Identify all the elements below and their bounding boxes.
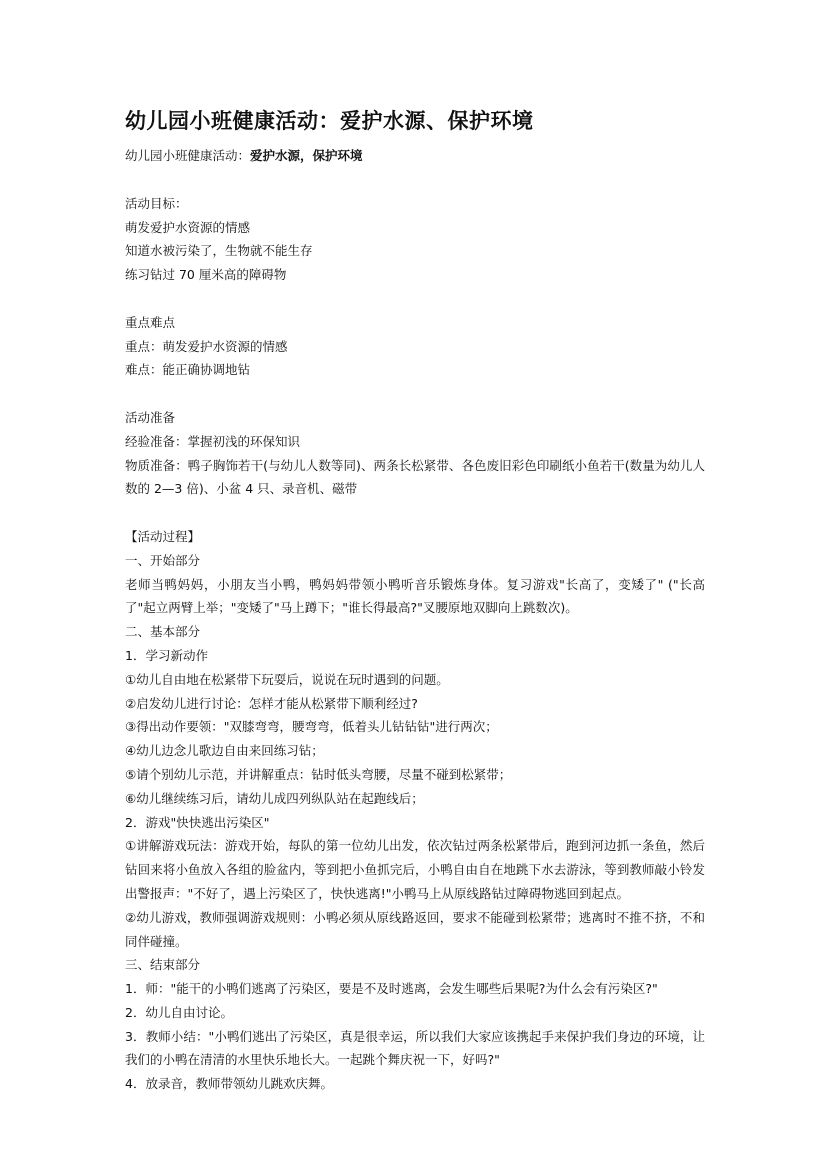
- process-line: 4．放录音，教师带领幼儿跳欢庆舞。: [125, 1076, 333, 1092]
- process-line: 3．教师小结："小鸭们逃出了污染区，真是很幸运，所以我们大家应该携起手来保护我们身边的环境，让我们的小鸭在清清的水里快乐地长大。一起跳个舞庆祝一下，好吗?": [125, 1028, 705, 1068]
- process-line: 一、开始部分: [125, 552, 201, 568]
- process-line: ①讲解游戏玩法：游戏开始，每队的第一位幼儿出发，依次钻过两条松紧带后，跑到河边抓一条鱼，然后钻回来将小鱼放入各组的脸盆内，等到把小鱼抓完后，小鸭自由自在地跳下水去游泳，等到教师敲小铃发出警报声："不好了，遇上污染区了，快快逃离!"小鸭马上从原线路钻过障碍物逃回到起点。: [125, 838, 705, 901]
- process-line: ④幼儿边念儿歌边自由来回练习钻；: [125, 743, 324, 759]
- goals-section: [125, 192, 705, 287]
- document-content: [125, 104, 705, 1096]
- goals-heading: 活动目标：: [125, 195, 188, 211]
- spacer: [125, 168, 705, 192]
- process-line: 二、基本部分: [125, 624, 201, 640]
- spacer: [125, 382, 705, 406]
- preparation-item: 经验准备：掌握初浅的环保知识: [125, 433, 301, 449]
- preparation-item: 物质准备：鸭子胸饰若干(与幼儿人数等同)、两条长松紧带、各色废旧彩色印刷纸小鱼若干(数量为幼儿人数的 2—3 倍)、小盆 4 只、录音机、磁带: [125, 457, 705, 497]
- keypoints-heading: 重点难点: [125, 314, 176, 330]
- goal-item: 知道水被污染了，生物就不能生存: [125, 243, 313, 259]
- keypoints-section: [125, 311, 705, 382]
- keypoint-item: 难点：能正确协调地钻: [125, 362, 251, 378]
- process-heading: 【活动过程】: [125, 528, 201, 544]
- process-line: 2．游戏"快快逃出污染区": [125, 814, 270, 830]
- subtitle-prefix: 幼儿园小班健康活动：: [125, 148, 251, 163]
- process-line: ③得出动作要领："双膝弯弯，腰弯弯，低着头儿钻钻钻"进行两次；: [125, 719, 498, 735]
- goal-item: 萌发爱护水资源的情感: [125, 219, 251, 235]
- spacer: [125, 501, 705, 525]
- process-line: 2．幼儿自由讨论。: [125, 1004, 233, 1020]
- preparation-heading: 活动准备: [125, 409, 176, 425]
- document-title: 幼儿园小班健康活动：爱护水源、保护环境: [125, 109, 534, 133]
- preparation-section: [125, 406, 705, 501]
- subtitle-bold: 爱护水源，保护环境: [250, 148, 363, 163]
- process-line: ⑤请个别幼儿示范，并讲解重点：钻时低头弯腰，尽量不碰到松紧带；: [125, 766, 512, 782]
- goal-item: 练习钻过 70 厘米高的障碍物: [125, 267, 287, 283]
- process-line: ⑥幼儿继续练习后，请幼儿成四列纵队站在起跑线后；: [125, 790, 424, 806]
- process-line: 1．师："能干的小鸭们逃离了污染区，要是不及时逃离，会发生哪些后果呢?为什么会有污染区?": [125, 981, 658, 997]
- spacer: [125, 287, 705, 311]
- process-line: 1．学习新动作: [125, 647, 208, 663]
- process-line: ①幼儿自由地在松紧带下玩耍后，说说在玩时遇到的问题。: [125, 671, 449, 687]
- process-line: ②启发幼儿进行讨论：怎样才能从松紧带下顺利经过?: [125, 695, 418, 711]
- process-line: 老师当鸭妈妈，小朋友当小鸭，鸭妈妈带领小鸭听音乐锻炼身体。复习游戏"长高了，变矮了" ("长高了"起立两臂上举；"变矮了"马上蹲下；"谁长得最高?"叉腰原地双脚向上跳数次)。: [125, 576, 705, 616]
- keypoint-item: 重点：萌发爱护水资源的情感: [125, 338, 288, 354]
- document-subtitle: [125, 144, 705, 168]
- process-section: [125, 525, 705, 1096]
- process-line: ②幼儿游戏，教师强调游戏规则：小鸭必须从原线路返回，要求不能碰到松紧带；逃离时不推不挤，不和同伴碰撞。: [125, 909, 705, 949]
- process-line: 三、结束部分: [125, 957, 201, 973]
